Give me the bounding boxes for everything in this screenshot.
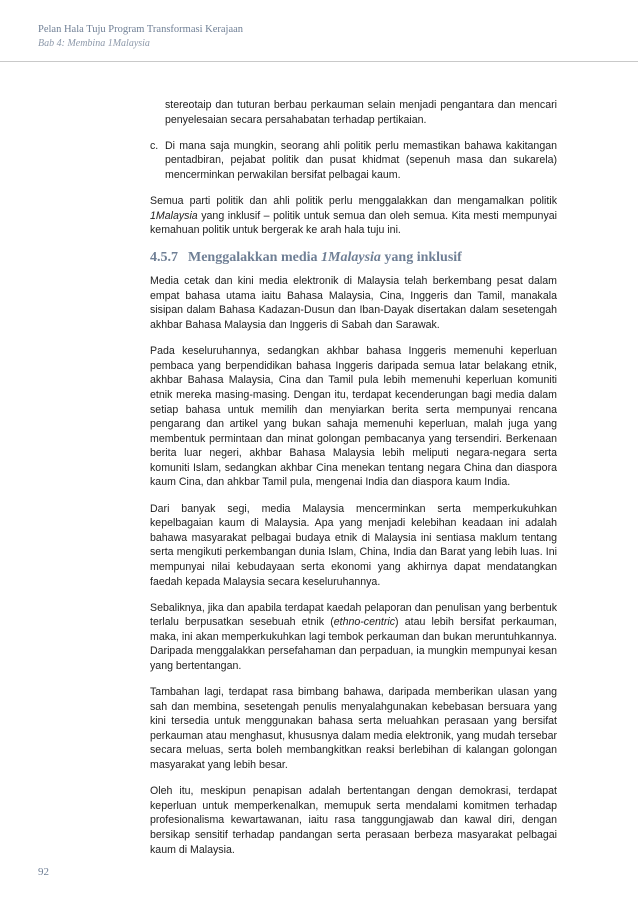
heading-text: Menggalakkan media xyxy=(188,250,322,266)
list-item-c xyxy=(150,139,557,183)
paragraph: Pada keseluruhannya, sedangkan akhbar bahasa Inggeris memenuhi keperluan pembaca yang berpendidikan bahasa Inggeris daripada semua latar belakang etnik, akhbar Bahasa Malaysia, Cina dan Tamil pula lebih memenuhi keperluan komuniti etnik mereka masing-masing. Dengan itu, terdapat kecenderungan bagi media dalam setiap bahasa untuk memilih dan menyiarkan berita serta mempunyai rencana pengarang dan artikel yang bukan sahaja memenuhi keperluan, malah juga yang membentuk permintaan dan minat golongan pembacanya yang tersendiri. Berkenaan berita luar negeri, akhbar Bahasa Malaysia lebih meliputi negara-negara serta komuniti Islam, sedangkan akhbar Cina menekan tentang negara China dan diaspora kaum Cina, dan ahkbar Tamil pula, mengenai India dan diaspora kaum India. xyxy=(150,345,557,489)
list-marker: c. xyxy=(150,139,159,152)
paragraph: Dari banyak segi, media Malaysia mencerminkan serta memperkukuhkan kepelbagaian kaum di Malaysia. Apa yang menjadi kelebihan keadaan ini adalah bahawa masyarakat pelbagai budaya etnik di Malaysia ini sentiasa maklum tentang serta mengikuti perkembangan dunia Islam, China, India dan Barat yang lebih luas. Ini mempunyai nilai kebudayaan serta ekonomi yang akhirnya dapat mendatangkan faedah kepada Malaysia secara keseluruhannya. xyxy=(150,502,557,588)
paragraph: Oleh itu, meskipun penapisan adalah bertentangan dengan demokrasi, terdapat keperluan untuk memperkenalkan, memupuk serta mendalami komitmen terhadap profesionalisma kewartawanan, iaitu rasa tanggungjawab dan kawal diri, dengan bersikap sensitif terhadap pandangan serta perasaan berbeza masyarakat pelbagai kaum di Malaysia. xyxy=(150,785,557,856)
chapter-title: Bab 4: Membina 1Malaysia xyxy=(38,38,150,49)
text-run: yang inklusif – politik untuk semua dan oleh semua. Kita mesti mempunyai kemahuan politik untuk bergerak ke arah hala tuju ini. xyxy=(150,209,557,237)
paragraph: Tambahan lagi, terdapat rasa bimbang bahawa, daripada memberikan ulasan yang sah dan membina, sesetengah penulis menyalahgunakan kebebasan bersuara yang kini tersedia untuk menggunakan bahasa serta meluahkan perasaan yang bersifat perkauman atau menghasut, khususnya dalam media elektronik, yang mudah tersebar secara meluas, serta boleh membangkitkan reaksi berlebihan di kalangan golongan masyarakat yang lebih besar. xyxy=(150,686,557,772)
heading-text: yang inklusif xyxy=(380,250,462,266)
page-number: 92 xyxy=(38,866,49,878)
paragraph-ethno xyxy=(150,601,557,674)
text-run: Sebaliknya, jika dan apabila terdapat kaedah pelaporan dan penulisan yang berbentuk terlalu berpusatkan sesebuah etnik ( xyxy=(150,601,557,629)
section-number: 4.5.7 xyxy=(150,250,178,266)
heading-italic: 1Malaysia xyxy=(321,250,381,266)
paragraph-intro xyxy=(150,194,557,238)
italic-term: ethno-centric xyxy=(333,616,396,629)
italic-term: 1Malaysia xyxy=(150,209,198,222)
list-item-continuation: stereotaip dan tuturan berbau perkauman selain menjadi pengantara dan mencari penyelesaian secara persahabatan terhadap pertikaian. xyxy=(165,99,557,126)
running-header xyxy=(38,23,243,51)
page-body xyxy=(150,98,557,869)
paragraph: Media cetak dan kini media elektronik di Malaysia telah berkembang pesat dalam empat bahasa utama iaitu Bahasa Malaysia, Cina, Inggeris dan Tamil, manakala sisipan dalam Bahasa Kadazan-Dusun dan Iban-Dayak disertakan dalam sesetengah akhbar Bahasa Malaysia dan Inggeris di Sabah dan Sarawak. xyxy=(150,275,557,332)
text-run: Semua parti politik dan ahli politik perlu menggalakkan dan mengamalkan politik xyxy=(150,194,557,207)
text-run: ) atau lebih bersifat perkauman, maka, ini akan memperkukuhkan lagi tembok perkauman dan bukan meruntuhkannya. Daripada menggalakkan persefahaman dan perpaduan, ia mungkin mempunyai kesan yang bertentangan. xyxy=(150,616,557,672)
document-title: Pelan Hala Tuju Program Transformasi Kerajaan xyxy=(38,24,244,35)
header-divider xyxy=(0,61,638,62)
section-heading xyxy=(150,249,557,267)
list-item-text: Di mana saja mungkin, seorang ahli politik perlu memastikan bahawa kakitangan pentadbiran, pejabat politik dan pusat khidmat (sepenuh masa dan sukarela) mencerminkan perwakilan bersifat pelbagai kaum. xyxy=(165,139,557,181)
